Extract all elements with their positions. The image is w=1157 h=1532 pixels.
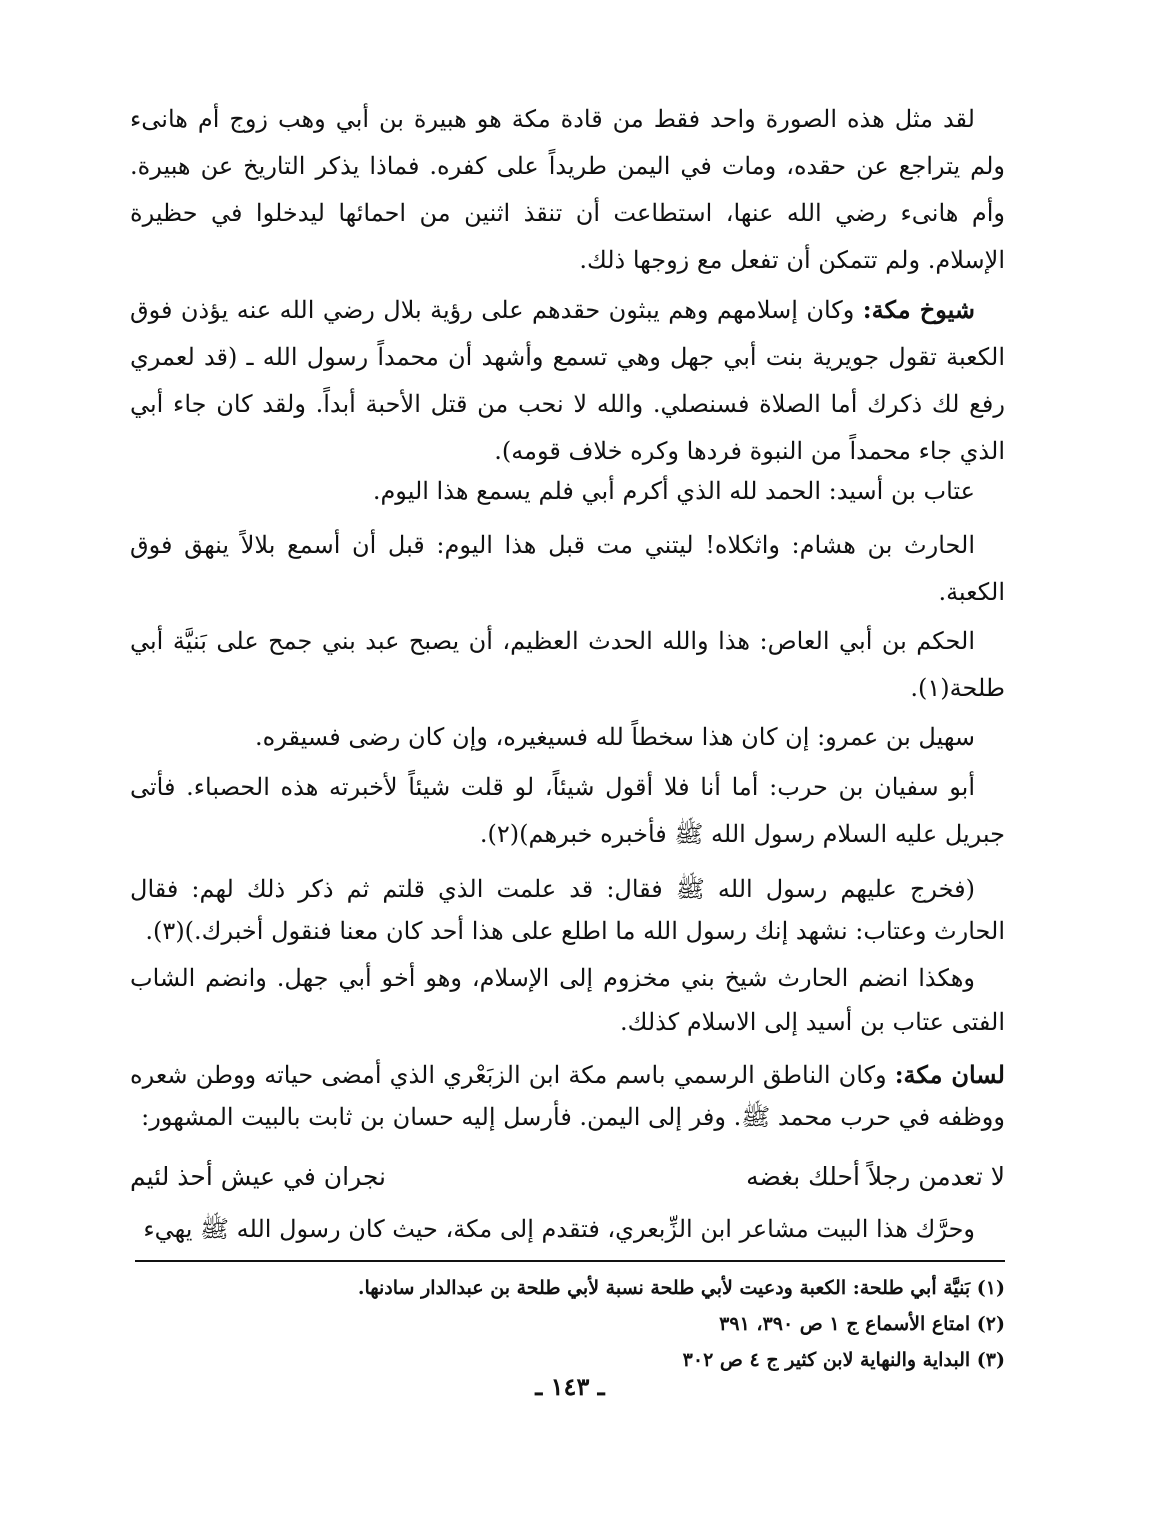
footnote-3: (٣) البداية والنهاية لابن كثير ج ٤ ص ٣٠٢ — [682, 1349, 1005, 1371]
paragraph-text: وحرَّك هذا البيت مشاعر ابن الزِّبعري، فتقدم إلى مكة، حيث كان رسول الله ﷺ يهيء — [143, 1215, 975, 1243]
paragraph-text: الحارث بن هشام: واثكلاه! ليتني مت قبل هذا اليوم: قبل أن أسمع بلالاً ينهق فوق الكعبة. — [130, 531, 1005, 606]
paragraph-tongue — [130, 1054, 1005, 1138]
paragraph — [130, 96, 1005, 284]
poem-verse — [130, 1157, 1005, 1197]
paragraph-text: سهيل بن عمرو: إن كان هذا سخطاً لله فسيغيره، وإن كان رضى فسيقره. — [255, 723, 975, 751]
paragraph-text: (فخرج عليهم رسول الله ﷺ فقال: قد علمت الذي قلتم ثم ذكر ذلك لهم: فقال الحارث وعتاب: نشهد إنك رسول الله ما اطلع على هذا أحد كان معنا فنقول أخبرك.)(٣). — [130, 875, 1005, 945]
paragraph — [130, 764, 1005, 858]
footnote-divider — [135, 1260, 1005, 1262]
paragraph-text: وكان إسلامهم وهم يبثون حقدهم على رؤية بلال رضي الله عنه يؤذن فوق الكعبة تقول جويرية بنت أبي جهل وهي تسمع وأشهد أن محمداً رسول الله ـ (قد لعمري رفع لك ذكرك أما الصلاة فسنصلي. والله لا نحب من قتل الأحبة أبداً. ولقد كان جاء أبي الذي جاء محمداً من النبوة فردها وكره خلاف قومه). — [130, 296, 1005, 465]
speaker-label: لسان مكة: — [894, 1060, 1005, 1089]
paragraph-text: لقد مثل هذه الصورة واحد فقط من قادة مكة هو هبيرة بن أبي وهب زوج أم هانىء ولم يتراجع عن حقده، ومات في اليمن طريداً على كفره. فماذا يذكر التاريخ عن هبيرة. وأم هانىء رضي الله عنها، استطاعت أن تنقذ اثنين من احمائها ليدخلوا في حظيرة الإسلام. ولم تتمكن أن تفعل مع زوجها ذلك. — [130, 105, 1005, 274]
paragraph-text: أبو سفيان بن حرب: أما أنا فلا أقول شيئاً، لو قلت شيئاً لأخبرته هذه الحصباء. فأتى جبريل عليه السلام رسول الله ﷺ فأخبره خبرهم)(٢). — [130, 773, 1005, 848]
paragraph — [130, 868, 1005, 952]
speaker-label: شيوخ مكة: — [862, 295, 975, 324]
paragraph-text: عتاب بن أسيد: الحمد لله الذي أكرم أبي فلم يسمع هذا اليوم. — [372, 477, 975, 505]
paragraph — [130, 618, 1005, 712]
footnotes — [300, 1270, 1005, 1378]
footnote-2: (٢) امتاع الأسماع ج ١ ص ٣٩٠، ٣٩١ — [719, 1313, 1005, 1335]
footnote-1: (١) بَنيَّة أبي طلحة: الكعبة ودعيت لأبي طلحة نسبة لأبي طلحة بن عبدالدار سادنها. — [357, 1277, 1005, 1299]
paragraph — [130, 714, 1005, 761]
verse-first-hemistich: لا تعدمن رجلاً أحلك بغضه — [746, 1162, 1005, 1191]
paragraph — [130, 468, 1005, 515]
paragraph-text: وكان الناطق الرسمي باسم مكة ابن الزبَعْري الذي أمضى حياته ووطن شعره ووظفه في حرب محمد ﷺ. وفر إلى اليمن. فأرسل إليه حسان بن ثابت بالبيت المشهور: — [130, 1061, 1005, 1131]
paragraph-last-line — [130, 1206, 1005, 1253]
verse-second-hemistich: نجران في عيش أحذ لئيم — [130, 1162, 386, 1191]
paragraph — [130, 956, 1005, 1044]
paragraph — [130, 522, 1005, 616]
paragraph-text: وهكذا انضم الحارث شيخ بني مخزوم إلى الإسلام، وهو أخو أبي جهل. وانضم الشاب الفتى عتاب بن أسيد إلى الاسلام كذلك. — [130, 964, 1005, 1036]
paragraph-text: الحكم بن أبي العاص: هذا والله الحدث العظيم، أن يصبح عبد بني جمح على بَنيَّة أبي طلحة(١). — [130, 627, 1005, 702]
paragraph-sheikhs — [130, 286, 1005, 475]
page-number: ـ ١٤٣ ـ — [535, 1372, 605, 1401]
